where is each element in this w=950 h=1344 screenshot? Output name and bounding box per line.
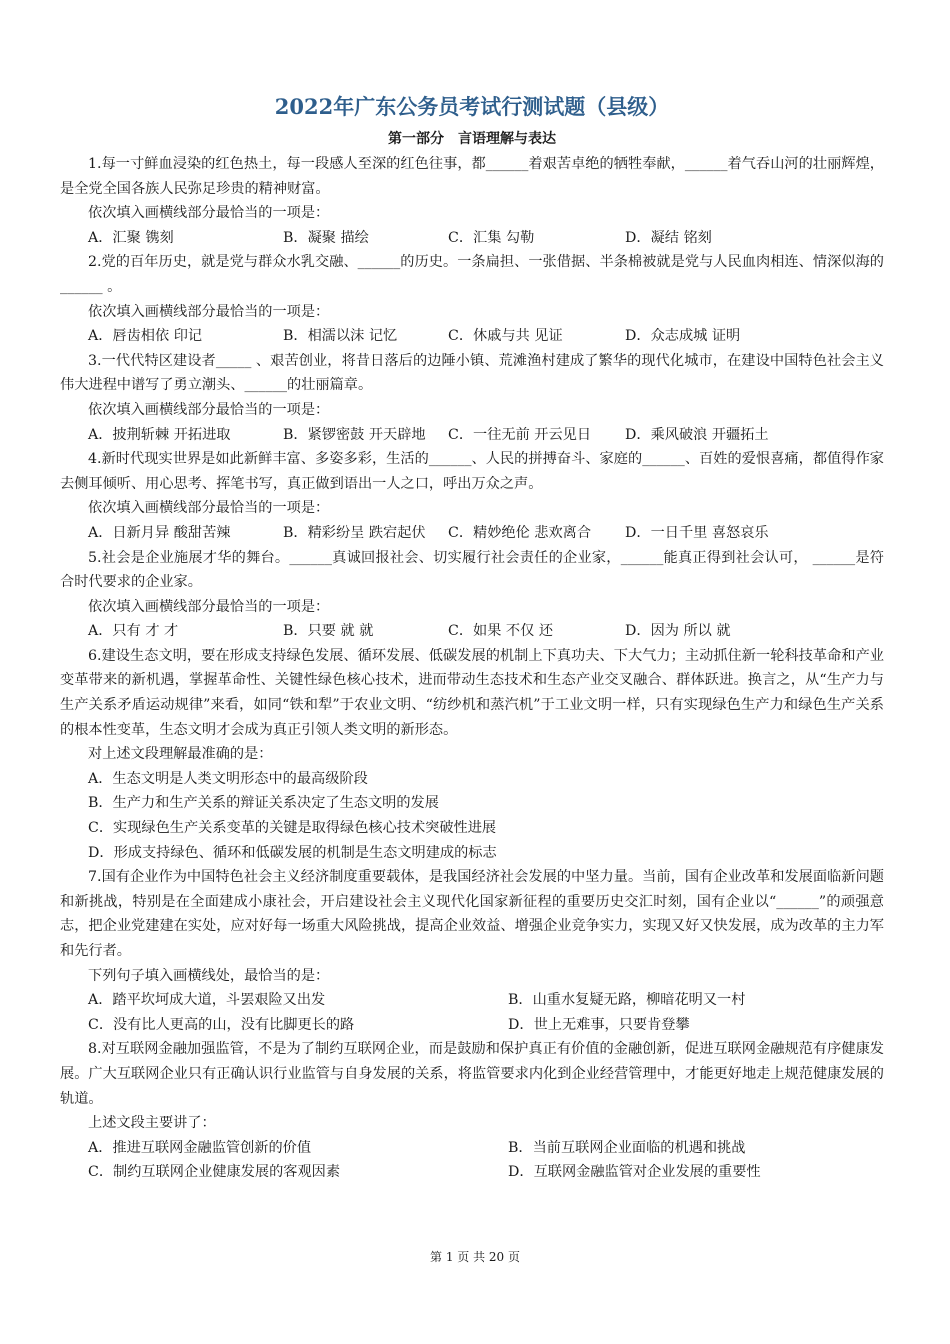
option-b: B．相濡以沫 记忆 [283,328,398,345]
question-7-options-row-2 [60,1013,884,1038]
option-b: B．生产力和生产关系的辩证关系决定了生态文明的发展 [88,795,439,812]
question-4-stem: 4.新时代现实世界是如此新鲜丰富、多姿多彩，生活的______、人民的拼搏奋斗、家庭的______、百姓的爱恨喜痛，都值得作家去侧耳倾听、用心思考、挥笔书写，真正做到语出一人之口，呼出万众之声。 [60,451,884,492]
option-d: D．乘风破浪 开疆拓土 [625,426,769,443]
option-c: C．精妙绝伦 悲欢离合 [448,524,592,541]
option-d: D．凝结 铭刻 [625,229,712,246]
document-title: 2022年广东公务员考试行测试题（县级） [274,94,670,119]
question-5-options [60,619,884,644]
option-b: B．山重水复疑无路，柳暗花明又一村 [508,992,746,1009]
question-5-prompt: 依次填入画横线部分最恰当的一项是： [88,598,330,615]
question-8-stem: 8.对互联网金融加强监管，不是为了制约互联网企业，而是鼓励和保护真正有价值的金融创新，促进互联网金融规范有序健康发展。广大互联网企业只有正确认识行业监管与自身发展的关系，将监管要求内化到企业经营管理中，才能更好地走上规范健康发展的轨道。 [60,1041,884,1107]
option-a: A．唇齿相依 印记 [88,328,203,345]
option-a: A．汇聚 镌刻 [88,229,174,246]
question-3-prompt: 依次填入画横线部分最恰当的一项是： [88,401,330,418]
question-3-stem: 3.一代代特区建设者_____ 、艰苦创业，将昔日落后的边陲小镇、荒滩渔村建成了繁华的现代化城市，在建设中国特色社会主义伟大进程中谱写了勇立潮头、______的壮丽篇章。 [60,352,884,394]
question-1-stem: 1.每一寸鲜血浸染的红色热土，每一段感人至深的红色往事，都______着艰苦卓绝的牺牲奉献，______着气吞山河的壮丽辉煌，是全党全国各族人民弥足珍贵的精神财富。 [60,156,884,197]
option-a: A．推进互联网金融监管创新的价值 [88,1139,312,1156]
option-a: A．生态文明是人类文明形态中的最高级阶段 [88,770,368,787]
question-8-options-row-1 [60,1136,884,1161]
option-d: D．形成支持绿色、循环和低碳发展的机制是生态文明建成的标志 [88,844,497,861]
option-b: B．凝聚 描绘 [283,229,369,246]
question-2-prompt: 依次填入画横线部分最恰当的一项是： [88,303,330,320]
option-b: B．精彩纷呈 跌宕起伏 [283,524,426,541]
question-6-prompt: 对上述文段理解最准确的是： [88,746,273,763]
question-8-options-row-2 [60,1160,884,1185]
question-2-stem: 2.党的百年历史，就是党与群众水乳交融、______的历史。一条扁担、一张借据、半条棉被就是党与人民血肉相连、情深似海的______ 。 [60,254,884,295]
option-c: C．汇集 勾勒 [448,229,535,246]
option-d: D．世上无难事，只要肯登攀 [508,1016,690,1033]
option-b: B．只要 就 就 [283,623,374,640]
question-4-prompt: 依次填入画横线部分最恰当的一项是： [88,500,330,517]
option-d: D．一日千里 喜怒哀乐 [625,524,769,541]
option-a: A．只有 才 才 [88,623,179,640]
option-a: A．日新月异 酸甜苦辣 [88,524,231,541]
question-1-prompt: 依次填入画横线部分最恰当的一项是： [88,205,330,222]
question-8-prompt: 上述文段主要讲了： [88,1115,216,1132]
option-a: A．踏平坎坷成大道，斗罢艰险又出发 [88,992,326,1009]
question-7-options-row-1 [60,988,884,1013]
option-c: C．一往无前 开云见日 [448,426,592,443]
option-c: C．实现绿色生产关系变革的关键是取得绿色核心技术突破性进展 [88,820,497,837]
question-2-options [60,324,884,349]
option-c: C．制约互联网企业健康发展的客观因素 [88,1164,341,1181]
question-5-stem: 5.社会是企业施展才华的舞台。______真诚回报社会、切实履行社会责任的企业家，______能真正得到社会认可， ______是符合时代要求的企业家。 [60,549,884,591]
option-b: B．紧锣密鼓 开天辟地 [283,426,426,443]
option-a: A．披荆斩棘 开拓进取 [88,426,231,443]
option-d: D．众志成城 证明 [625,328,741,345]
option-b: B．当前互联网企业面临的机遇和挑战 [508,1139,746,1156]
option-d: D．互联网金融监管对企业发展的重要性 [508,1164,761,1181]
option-c: C．休戚与共 见证 [448,328,563,345]
section-heading: 第一部分 言语理解与表达 [388,131,556,147]
question-3-options [60,423,884,448]
question-1-options [60,226,884,251]
option-d: D．因为 所以 就 [625,623,731,640]
option-c: C．没有比人更高的山，没有比脚更长的路 [88,1016,355,1033]
question-7-stem: 7.国有企业作为中国特色社会主义经济制度重要载体，是我国经济社会发展的中坚力量。当前，国有企业改革和发展面临新问题和新挑战，特别是在全面建成小康社会，开启建设社会主义现代化国家新征程的重要历史交汇时刻，国有企业以“______”的顽强意志，把企业党建建在实处，应对好每一场重大风险挑战，提高企业效益、增强企业竞争实力，实现又好又快发展，成为改革的主力军和先行者。 [60,869,884,959]
question-4-options [60,521,884,546]
question-7-prompt: 下列句子填入画横线处，最恰当的是： [88,967,330,984]
question-6-stem: 6.建设生态文明，要在形成支持绿色发展、循环发展、低碳发展的机制上下真功夫、下大气力；主动抓住新一轮科技革命和产业变革带来的新机遇，掌握革命性、关键性绿色核心技术，进而带动生态技术和生态产业交叉融合、群体跃进。换言之，从“生产力与生产关系矛盾运动规律”来看，如同“铁和犁”于农业文明、“纺纱机和蒸汽机”于工业文明一样，只有实现绿色生产力和绿色生产关系的根本性变革，生态文明才会成为真正引领人类文明的新形态。 [60,647,884,738]
page-footer: 第 1 页 共 20 页 [430,1250,520,1264]
option-c: C．如果 不仅 还 [448,623,554,640]
